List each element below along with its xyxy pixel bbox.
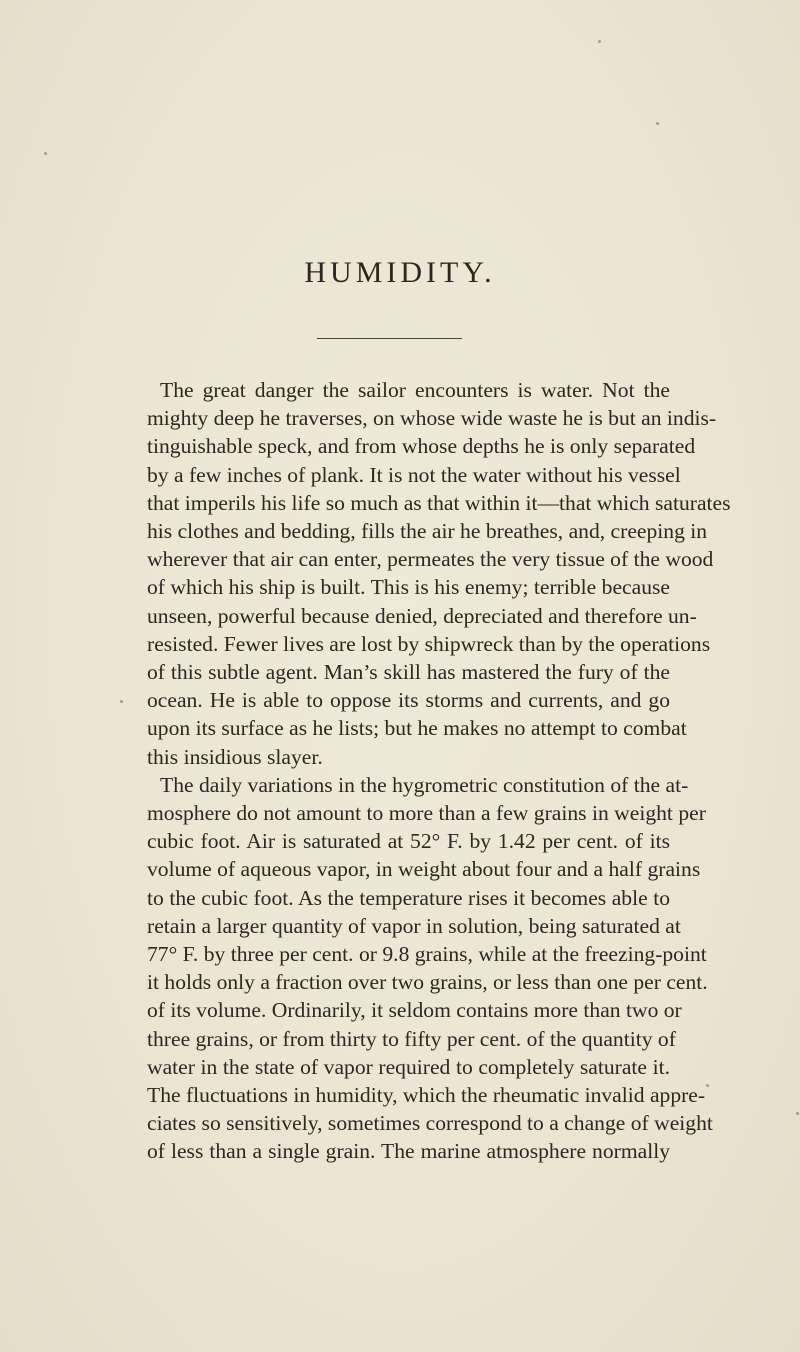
text-line: ocean. He is able to oppose its storms and currents, and go (147, 688, 670, 713)
paragraph-1 (147, 376, 731, 771)
text-line: The fluctuations in humidity, which the rheumatic invalid appre- (147, 1083, 706, 1108)
text-line: of less than a single grain. The marine atmosphere normally (147, 1139, 670, 1164)
body-text (147, 376, 731, 1166)
text-line: resisted. Fewer lives are lost by shipwreck than by the operations (147, 631, 711, 656)
paper-speck (656, 122, 659, 125)
text-line: this insidious slayer. (147, 744, 323, 769)
paragraph-2 (147, 771, 713, 1166)
text-line: mosphere do not amount to more than a few grains in weight per (147, 801, 706, 826)
paper-speck (706, 1084, 709, 1087)
text-line: of which his ship is built. This is his enemy; terrible because (147, 575, 670, 600)
text-line: of this subtle agent. Man’s skill has mastered the fury of the (147, 660, 670, 685)
text-line: cubic foot. Air is saturated at 52° F. by 1.42 per cent. of its (147, 829, 670, 854)
text-line: retain a larger quantity of vapor in solution, being saturated at (147, 913, 681, 938)
text-line: mighty deep he traverses, on whose wide waste he is but an indis- (147, 406, 717, 431)
paper-speck (120, 700, 123, 703)
text-line: his clothes and bedding, fills the air he breathes, and, creeping in (147, 519, 708, 544)
text-line: wherever that air can enter, permeates the very tissue of the wood (147, 547, 714, 572)
text-line: tinguishable speck, and from whose depths he is only separated (147, 434, 696, 459)
paper-speck (44, 152, 47, 155)
text-line: three grains, or from thirty to fifty per cent. of the quantity of (147, 1026, 676, 1051)
heading-rule (317, 338, 462, 339)
text-line: The daily variations in the hygrometric constitution of the at- (160, 772, 689, 797)
chapter-heading: HUMIDITY. (304, 256, 496, 289)
text-line: water in the state of vapor required to completely saturate it. (147, 1054, 670, 1079)
text-line: ciates so sensitively, sometimes correspond to a change of weight (147, 1111, 713, 1136)
text-line: volume of aqueous vapor, in weight about four and a half grains (147, 857, 701, 882)
text-line: upon its surface as he lists; but he makes no attempt to combat (147, 716, 687, 741)
text-line: of its volume. Ordinarily, it seldom contains more than two or (147, 998, 682, 1023)
text-line: unseen, powerful because denied, depreciated and therefore un- (147, 603, 697, 628)
text-line: to the cubic foot. As the temperature rises it becomes able to (147, 885, 670, 910)
text-line: 77° F. by three per cent. or 9.8 grains, while at the freezing-point (147, 942, 707, 967)
text-line: it holds only a fraction over two grains, or less than one per cent. (147, 970, 708, 995)
text-line: by a few inches of plank. It is not the water without his vessel (147, 462, 681, 487)
paper-speck (598, 40, 601, 43)
text-line: The great danger the sailor encounters is water. Not the (160, 378, 670, 402)
text-line: that imperils his life so much as that within it—that which saturates (147, 490, 731, 515)
paper-speck (796, 1112, 799, 1115)
